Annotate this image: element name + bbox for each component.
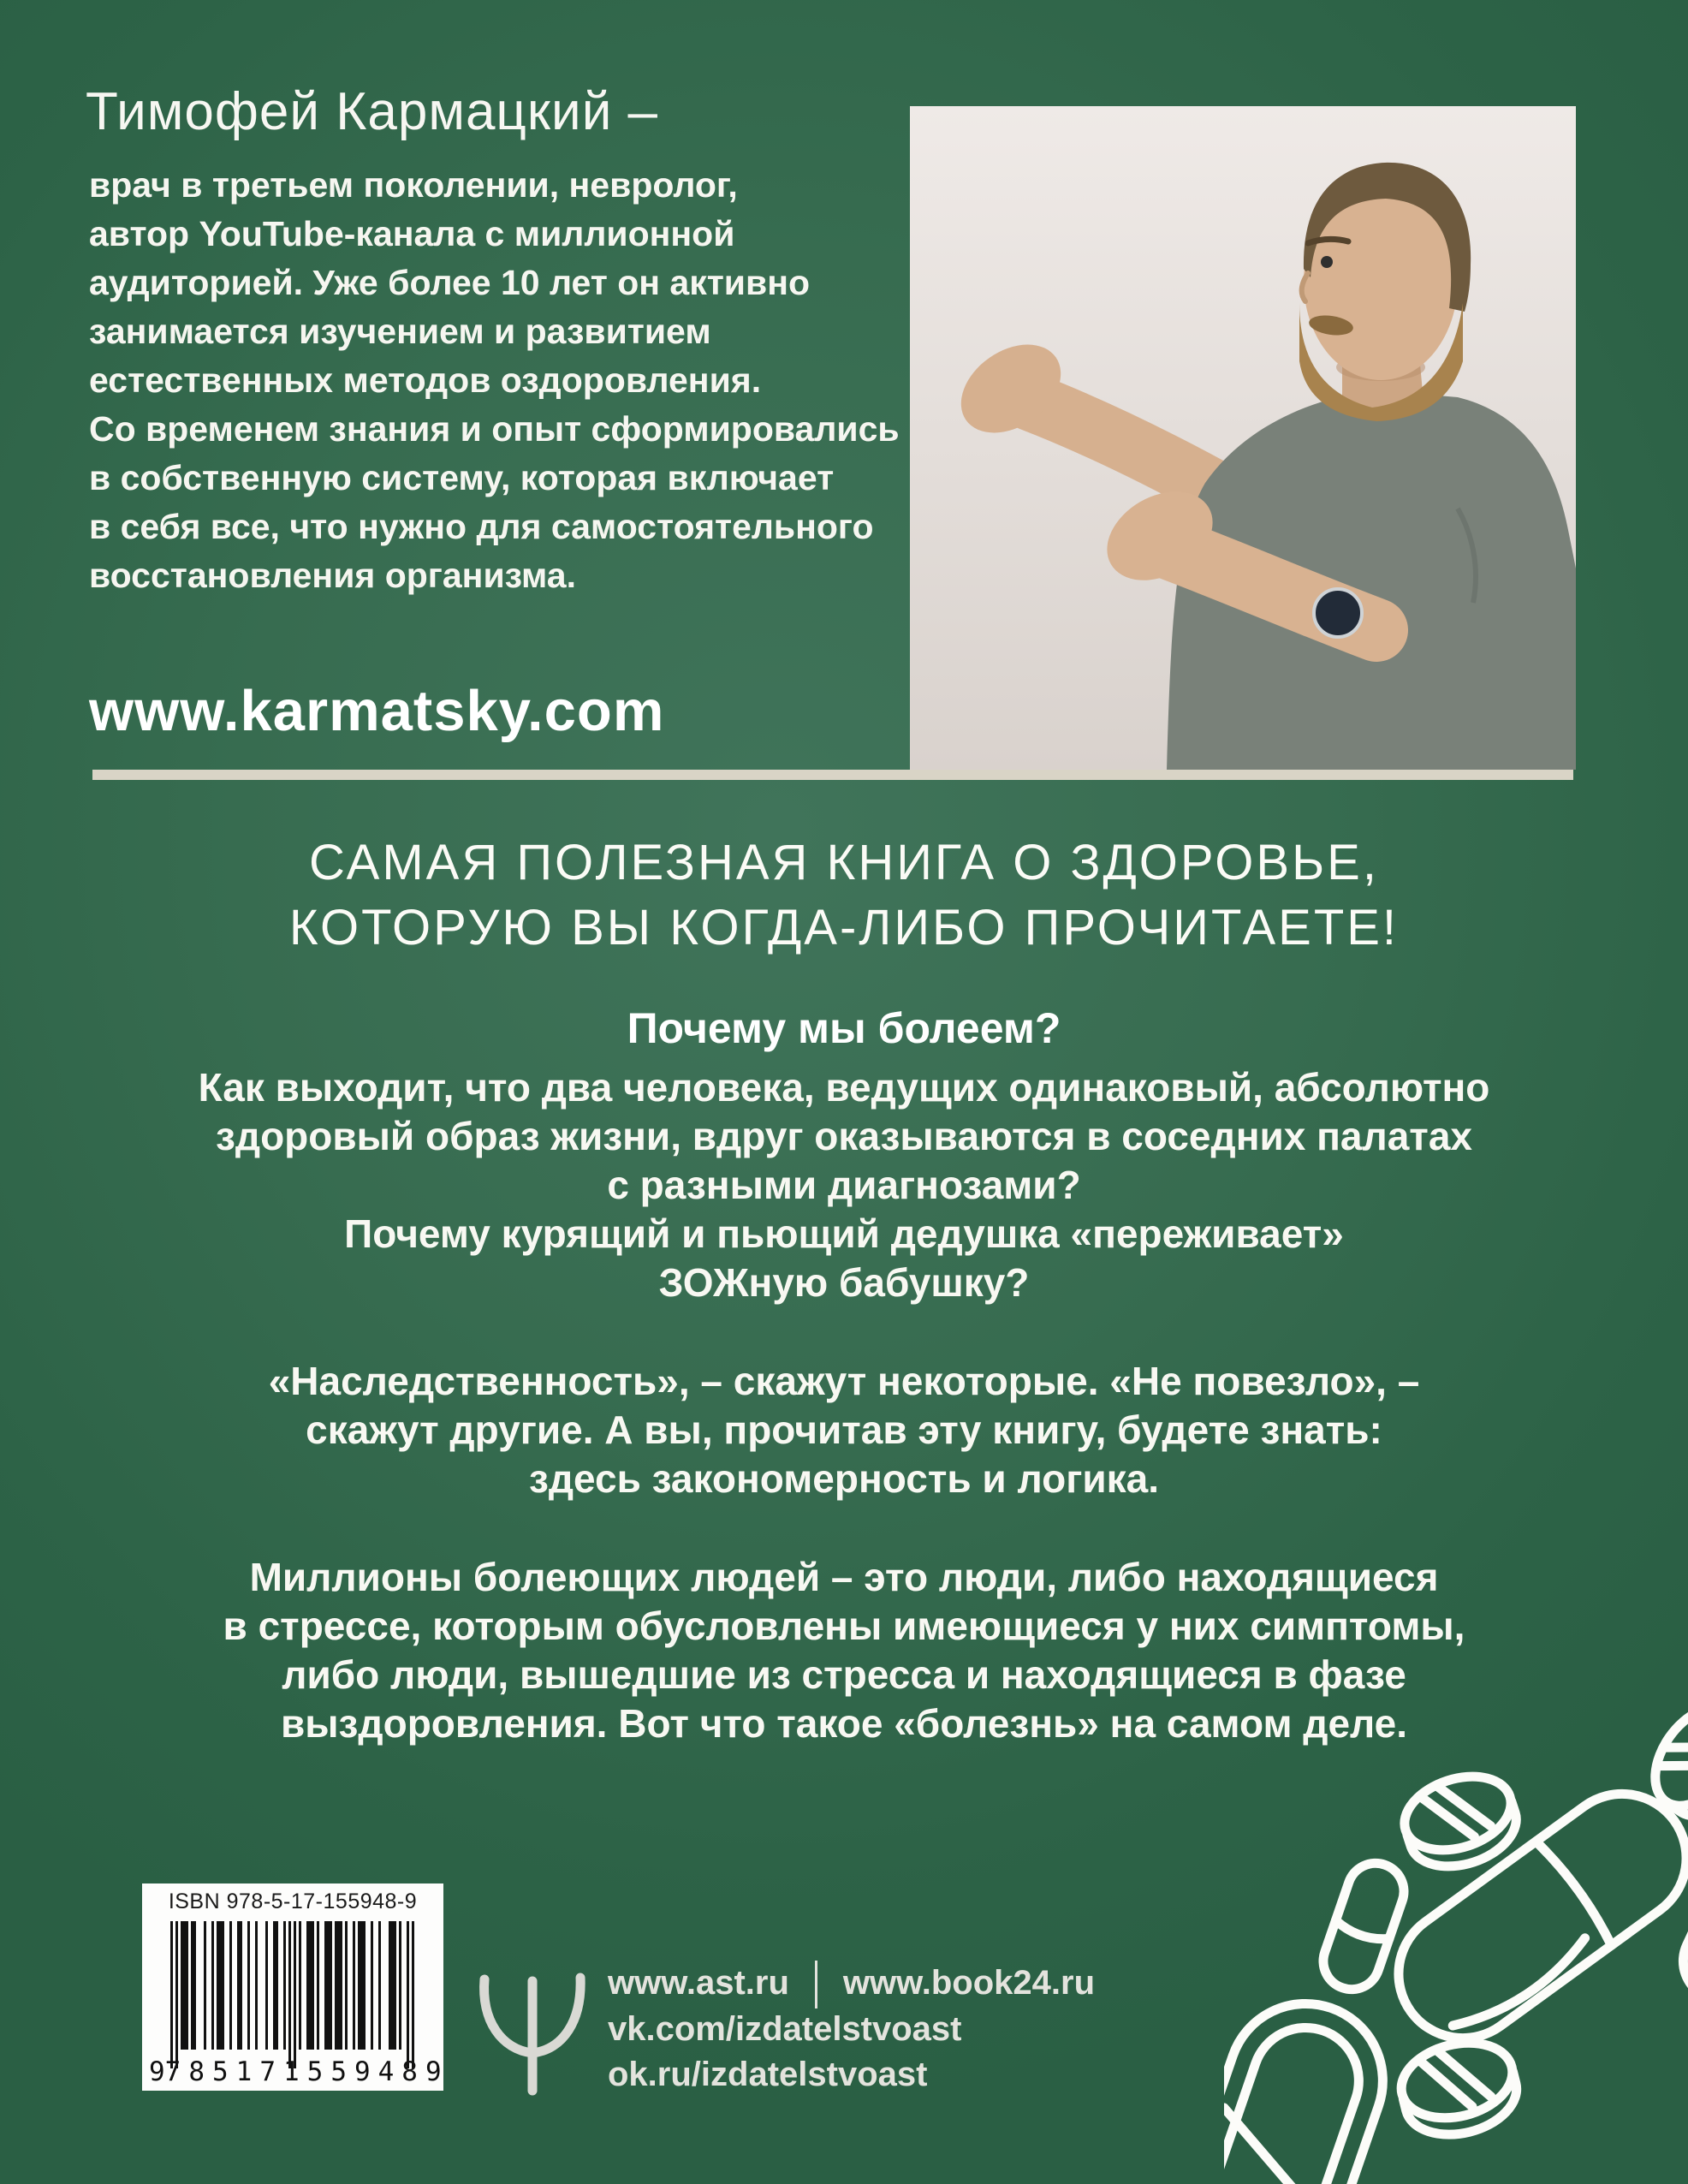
links-vertical-separator	[815, 1961, 817, 2008]
paragraph-line: ЗОЖную бабушку?	[658, 1260, 1030, 1305]
barcode-digits-left: 785171	[164, 2056, 307, 2087]
author-name: Тимофей Кармацкий –	[86, 82, 659, 141]
ast-logo-left-arm	[484, 1979, 532, 2053]
author-bio-line: занимается изучением и развитием	[89, 312, 711, 351]
publisher-links-row	[608, 2052, 1095, 2098]
author-bio-line: естественных методов оздоровления.	[89, 360, 762, 400]
author-bio-line: аудиторией. Уже более 10 лет он активно	[89, 263, 811, 302]
author-bio	[89, 161, 945, 600]
capsule-icon	[1224, 1983, 1404, 2184]
ok-url: ok.ru/izdatelstvoast	[608, 2056, 928, 2093]
paragraph-line: с разными диагнозами?	[607, 1163, 1081, 1207]
paragraph-line: здоровый образ жизни, вдруг оказываются в соседних палатах	[216, 1114, 1472, 1158]
capsule-edge-line	[1224, 2108, 1296, 2184]
author-bio-line: врач в третьем поколении, невролог,	[89, 165, 738, 205]
vk-url: vk.com/izdatelstvoast	[608, 2010, 962, 2048]
ast-publisher-logo	[473, 1969, 592, 2098]
paragraph-heredity	[0, 1357, 1688, 1503]
book24-site-url: www.book24.ru	[842, 1963, 1096, 2002]
author-bio-line: автор YouTube-канала с миллионной	[89, 214, 735, 253]
author-photo	[910, 106, 1576, 770]
photo-wristwatch	[1314, 589, 1362, 637]
publisher-links-row	[608, 1959, 1095, 2007]
paragraph-line: «Наследственность», – скажут некоторые. «Не повезло», –	[268, 1359, 1420, 1403]
paragraph-line: скажут другие. А вы, прочитав эту книгу, будете знать:	[306, 1407, 1382, 1452]
capsule-icon	[1373, 1769, 1688, 2064]
author-photo-graphic	[910, 106, 1576, 770]
headline-line: САМАЯ ПОЛЕЗНАЯ КНИГА О ЗДОРОВЬЕ,	[309, 835, 1379, 890]
ast-site-url: www.ast.ru	[608, 1963, 789, 2002]
paragraph-line: здесь закономерность и логика.	[528, 1456, 1160, 1501]
author-bio-line: Со временем знания и опыт сформировались	[89, 409, 900, 449]
tablet-icon	[1394, 2032, 1525, 2145]
barcode-digits-right: 559489	[306, 2056, 449, 2087]
paragraph-line: Миллионы болеющих людей – это люди, либо находящиеся	[249, 1555, 1439, 1599]
headline-line: КОТОРУЮ ВЫ КОГДА-ЛИБО ПРОЧИТАЕТЕ!	[288, 900, 1400, 955]
barcode	[142, 1883, 449, 2091]
paragraph-line: Почему курящий и пьющий дедушка «переживает»	[344, 1211, 1344, 1256]
author-bio-line: в себя все, что нужно для самостоятельного	[89, 507, 874, 546]
publisher-links	[608, 1959, 1095, 2098]
paragraph-line: Как выходит, что два человека, ведущих одинаковый, абсолютно	[198, 1065, 1490, 1110]
author-bio-line: восстановления организма.	[89, 556, 576, 595]
author-bio-line: в собственную систему, которая включает	[89, 458, 835, 497]
isbn-label: ISBN 978-5-17-155948-9	[168, 1889, 418, 1913]
paragraph-line: либо люди, вышедшие из стресса и находящиеся в фазе	[282, 1652, 1406, 1697]
author-website-url: www.karmatsky.com	[89, 679, 665, 743]
paragraph-line: в стрессе, которым обусловлены имеющиеся у них симптомы,	[223, 1604, 1465, 1648]
pills-illustration	[1224, 1627, 1688, 2184]
ast-logo-right-arm	[532, 1978, 580, 2053]
paragraph-line: выздоровления. Вот что такое «болезнь» на самом деле.	[280, 1701, 1408, 1746]
marketing-headline	[0, 830, 1688, 961]
barcode-digits	[149, 2056, 449, 2087]
barcode-digit-first: 9	[149, 2056, 165, 2087]
paragraph-why-we-get-sick	[0, 1063, 1688, 1307]
barcode-bars	[170, 1921, 414, 2068]
photo-eye	[1321, 256, 1333, 268]
divider-line	[92, 770, 1573, 780]
publisher-links-row	[608, 2007, 1095, 2052]
question-title: Почему мы болеем?	[627, 1004, 1061, 1052]
